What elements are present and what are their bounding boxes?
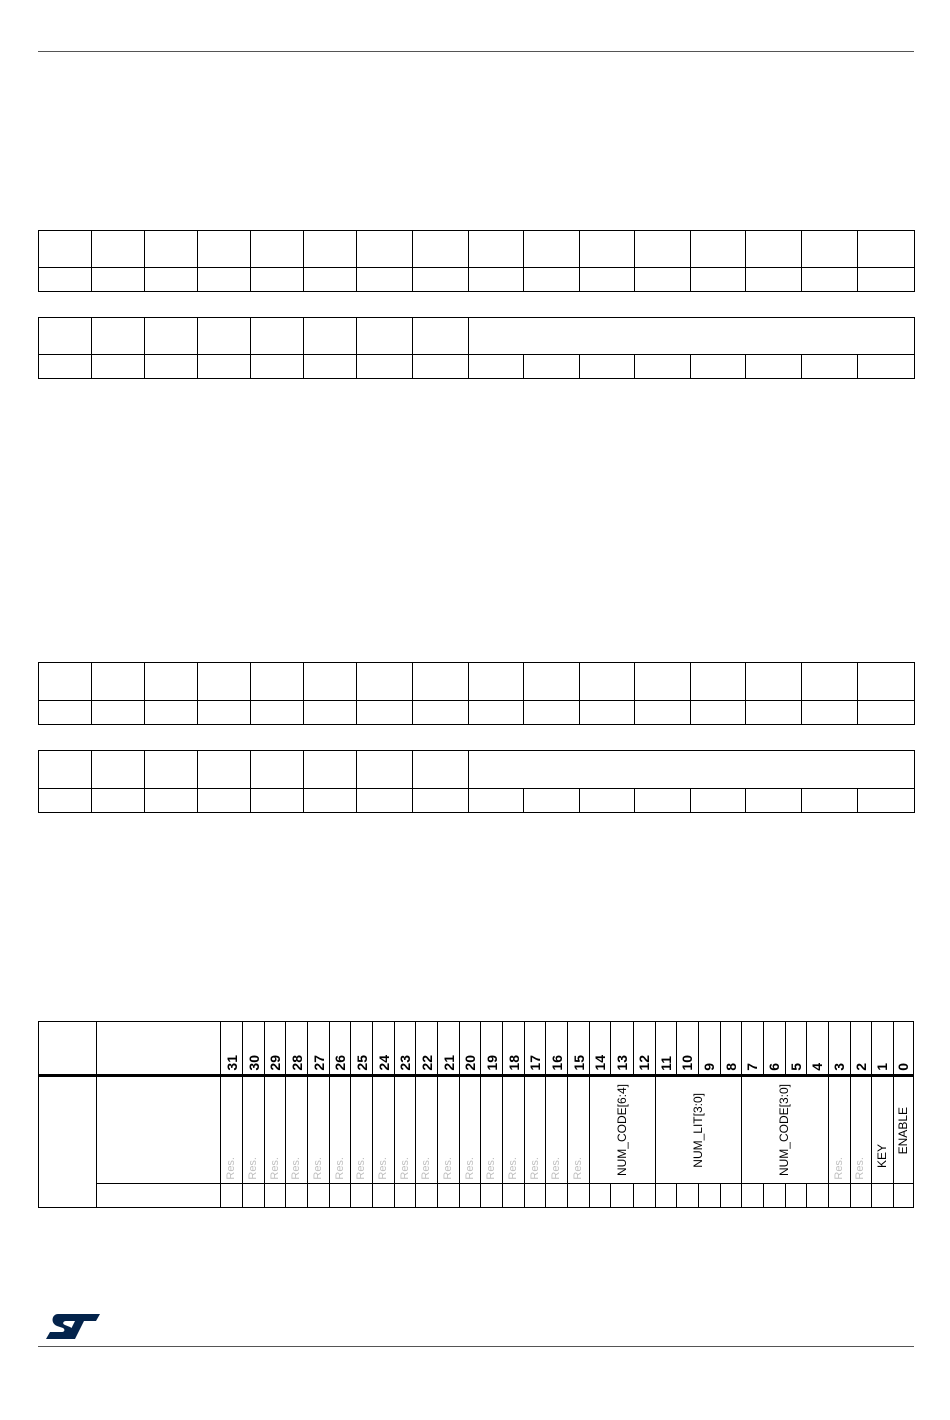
bit-number: 24 <box>375 1055 392 1071</box>
bit-number: 11 <box>657 1056 674 1071</box>
reset-label-cell <box>97 1184 221 1208</box>
bit-number: 5 <box>787 1063 804 1071</box>
reserved-field: Res. <box>398 1157 411 1180</box>
reserved-field: Res. <box>485 1157 498 1180</box>
bit-number: 18 <box>505 1055 522 1071</box>
bit-number: 10 <box>679 1055 696 1071</box>
st-logo <box>44 1312 102 1342</box>
num-code-low-field: NUM_CODE[3:0] <box>777 1083 792 1176</box>
register-name-cell <box>97 1076 221 1184</box>
reserved-field: Res. <box>247 1157 260 1180</box>
reserved-field: Res. <box>377 1157 390 1180</box>
bit-number: 20 <box>462 1055 479 1071</box>
key-field: KEY <box>874 1143 889 1168</box>
bit-number: 6 <box>766 1063 783 1071</box>
footer-rule <box>38 1346 914 1347</box>
bit-number: 12 <box>636 1055 652 1071</box>
register-diagram-2-lower <box>38 750 915 813</box>
bit-number: 17 <box>527 1055 544 1071</box>
bit-number: 26 <box>332 1055 349 1071</box>
offset-header-cell <box>39 1022 97 1076</box>
offset-cell <box>39 1076 97 1208</box>
bit-number: 23 <box>397 1055 414 1071</box>
bit-number: 14 <box>592 1055 609 1071</box>
reserved-field: Res. <box>854 1157 867 1180</box>
bit-number: 4 <box>809 1063 826 1071</box>
reserved-field: Res. <box>312 1157 325 1180</box>
reset-value-row <box>39 1184 914 1208</box>
bit-number: 28 <box>288 1055 305 1071</box>
bit-number: 27 <box>310 1055 327 1071</box>
reserved-field: Res. <box>333 1157 346 1180</box>
bit-number: 1 <box>874 1063 891 1071</box>
register-diagram-1-lower <box>38 317 915 379</box>
reserved-field: Res. <box>225 1157 238 1180</box>
bit-number: 2 <box>852 1063 869 1071</box>
num-lit-field: NUM_LIT[3:0] <box>690 1093 705 1168</box>
bit-number: 22 <box>418 1055 435 1071</box>
bit-number: 0 <box>895 1063 912 1071</box>
reserved-field: Res. <box>507 1157 520 1180</box>
header-rule <box>38 51 914 52</box>
bit-number: 15 <box>570 1055 587 1071</box>
enable-field: ENABLE <box>895 1106 910 1154</box>
reserved-field: Res. <box>832 1157 845 1180</box>
bit-number-row <box>39 1022 914 1076</box>
bit-number: 31 <box>223 1055 240 1071</box>
bit-number: 25 <box>353 1055 370 1071</box>
field-row <box>39 1076 914 1184</box>
reserved-field: Res. <box>290 1157 303 1180</box>
bit-number: 16 <box>548 1055 565 1071</box>
reserved-field: Res. <box>528 1157 541 1180</box>
bit-number: 19 <box>483 1055 500 1071</box>
reserved-field: Res. <box>572 1157 585 1180</box>
bit-number: 9 <box>701 1063 718 1071</box>
bit-number: 8 <box>722 1063 739 1071</box>
bit-number: 29 <box>267 1055 284 1071</box>
bit-number: 3 <box>831 1063 848 1071</box>
bit-number: 13 <box>613 1055 630 1071</box>
reserved-field: Res. <box>355 1157 368 1180</box>
reserved-field: Res. <box>550 1157 563 1180</box>
register-map-table <box>38 1021 914 1208</box>
bit-number: 7 <box>744 1063 761 1071</box>
reserved-field: Res. <box>442 1157 455 1180</box>
register-header-cell <box>97 1022 221 1076</box>
reserved-field: Res. <box>268 1157 281 1180</box>
register-diagram-1-upper <box>38 230 915 292</box>
bit-number: 30 <box>245 1055 262 1071</box>
reserved-field: Res. <box>420 1157 433 1180</box>
register-diagram-2-upper <box>38 662 915 725</box>
num-code-high-field: NUM_CODE[6:4] <box>614 1083 629 1176</box>
reserved-field: Res. <box>463 1157 476 1180</box>
bit-number: 21 <box>440 1055 457 1071</box>
